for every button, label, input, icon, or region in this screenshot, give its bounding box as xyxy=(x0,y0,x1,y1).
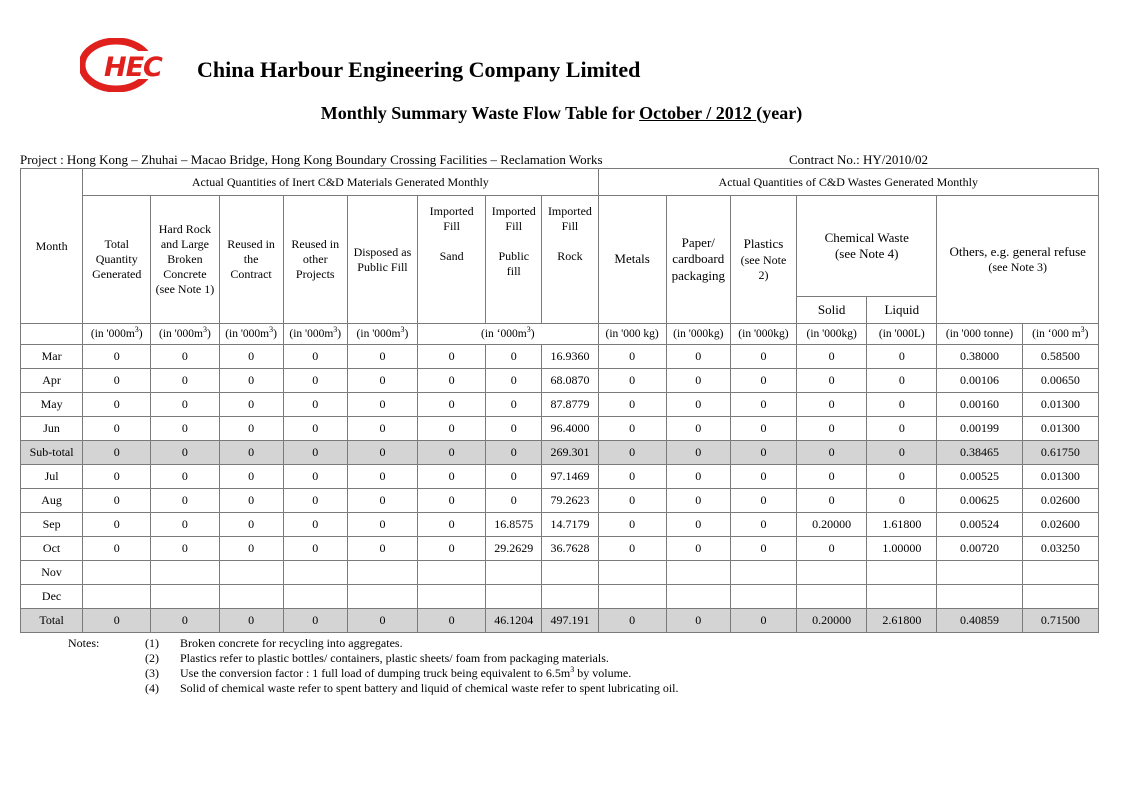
table-cell: 16.8575 xyxy=(486,513,542,537)
table-cell: 0 xyxy=(347,441,417,465)
table-cell: 0 xyxy=(598,513,666,537)
table-row xyxy=(21,345,1099,369)
unit-reused-contract: (in '$000m^3$) xyxy=(219,324,283,345)
table-cell: 0 xyxy=(867,441,937,465)
unit-total: (in '$000m^3$) xyxy=(83,324,151,345)
table-cell: 0 xyxy=(797,465,867,489)
unit-hard-rock: (in '$000m^3$) xyxy=(151,324,219,345)
table-cell: 0 xyxy=(219,489,283,513)
table-cell: 0 xyxy=(486,489,542,513)
table-cell: 0 xyxy=(666,465,730,489)
col-metals: Metals xyxy=(598,196,666,324)
table-cell: 0.20000 xyxy=(797,609,867,633)
row-month: May xyxy=(21,393,83,417)
table-cell: 0 xyxy=(666,369,730,393)
table-cell: 0 xyxy=(730,345,796,369)
col-imported-rock: Imported Fill Rock xyxy=(542,196,598,324)
row-month: Total xyxy=(21,609,83,633)
table-cell: 0 xyxy=(486,465,542,489)
table-cell xyxy=(347,561,417,585)
table-cell: 0 xyxy=(418,537,486,561)
table-cell: 0 xyxy=(797,345,867,369)
table-cell: 0 xyxy=(83,465,151,489)
company-name: China Harbour Engineering Company Limited xyxy=(197,57,641,82)
table-cell: 16.9360 xyxy=(542,345,598,369)
table-cell xyxy=(1022,585,1098,609)
table-cell xyxy=(797,561,867,585)
table-cell: 0 xyxy=(219,513,283,537)
table-cell: 0 xyxy=(283,345,347,369)
table-cell: 0 xyxy=(347,417,417,441)
note-text: Use the conversion factor : 1 full load of dumping truck being equivalent to $6.5m^3$ by volume. xyxy=(180,665,632,680)
unit-reused-other: (in '$000m^3$) xyxy=(283,324,347,345)
table-cell: 0 xyxy=(867,417,937,441)
table-cell: 0 xyxy=(598,417,666,441)
table-cell xyxy=(1022,561,1098,585)
title-period: October / 2012 xyxy=(639,103,757,123)
table-cell: 0 xyxy=(151,417,219,441)
table-cell: 97.1469 xyxy=(542,465,598,489)
table-cell: 0 xyxy=(666,441,730,465)
table-cell xyxy=(283,561,347,585)
table-row xyxy=(21,585,1099,609)
table-cell: 0.00650 xyxy=(1022,369,1098,393)
table-cell: 0 xyxy=(797,393,867,417)
table-cell: 0.00525 xyxy=(937,465,1022,489)
table-cell: 1.00000 xyxy=(867,537,937,561)
table-cell xyxy=(151,585,219,609)
table-cell: 0 xyxy=(283,417,347,441)
table-row xyxy=(21,489,1099,513)
table-cell: 0 xyxy=(666,609,730,633)
table-cell: 0 xyxy=(347,465,417,489)
table-cell: 0 xyxy=(347,609,417,633)
unit-m3: (in ‘000 $m^3$) xyxy=(1022,324,1098,345)
table-cell: 0 xyxy=(598,345,666,369)
table-cell: 0 xyxy=(219,369,283,393)
table-cell: 0.01300 xyxy=(1022,417,1098,441)
table-cell: 0 xyxy=(83,537,151,561)
table-cell: 0.00106 xyxy=(937,369,1022,393)
table-cell: 0 xyxy=(598,489,666,513)
table-cell xyxy=(867,585,937,609)
title-suffix: (year) xyxy=(756,103,803,123)
table-cell: 0 xyxy=(486,369,542,393)
table-cell: 0 xyxy=(730,441,796,465)
table-cell: 0 xyxy=(418,609,486,633)
table-cell: 0 xyxy=(283,513,347,537)
table-cell: 96.4000 xyxy=(542,417,598,441)
table-cell: 0.03250 xyxy=(1022,537,1098,561)
table-cell: 0.02600 xyxy=(1022,513,1098,537)
note-number: (3) xyxy=(145,666,159,680)
unit-month xyxy=(21,324,83,345)
table-cell: 0 xyxy=(83,393,151,417)
table-cell: 0 xyxy=(283,489,347,513)
table-cell: 0.01300 xyxy=(1022,465,1098,489)
table-cell: 0.00625 xyxy=(937,489,1022,513)
table-cell: 0 xyxy=(666,513,730,537)
row-month: Jun xyxy=(21,417,83,441)
table-cell: 0 xyxy=(151,609,219,633)
table-cell: 0 xyxy=(418,489,486,513)
col-imported-sand: Imported Fill Sand xyxy=(418,196,486,324)
header-row-groups xyxy=(21,169,1099,196)
unit-plastics: (in '000kg) xyxy=(730,324,796,345)
table-cell: 0 xyxy=(151,369,219,393)
table-cell: 0 xyxy=(797,417,867,441)
table-cell: 1.61800 xyxy=(867,513,937,537)
table-cell: 0 xyxy=(151,537,219,561)
table-cell: 87.8779 xyxy=(542,393,598,417)
row-month: Nov xyxy=(21,561,83,585)
col-imported-public: Imported Fill Public fill xyxy=(486,196,542,324)
table-cell: 0.00720 xyxy=(937,537,1022,561)
table-cell: 0 xyxy=(666,393,730,417)
table-cell: 0 xyxy=(347,345,417,369)
table-cell xyxy=(937,585,1022,609)
table-cell: 0 xyxy=(219,345,283,369)
page-title xyxy=(0,103,1123,124)
table-cell: 0 xyxy=(867,369,937,393)
table-cell: 0 xyxy=(418,345,486,369)
table-cell: 0 xyxy=(598,369,666,393)
table-cell: 0 xyxy=(666,345,730,369)
table-cell: 0 xyxy=(83,345,151,369)
table-cell: 68.0870 xyxy=(542,369,598,393)
table-cell xyxy=(347,585,417,609)
table-cell: 0 xyxy=(219,393,283,417)
table-cell: 0 xyxy=(598,393,666,417)
table-cell xyxy=(937,561,1022,585)
table-cell: 0.02600 xyxy=(1022,489,1098,513)
table-cell: 0.58500 xyxy=(1022,345,1098,369)
table-row xyxy=(21,561,1099,585)
table-cell: 269.301 xyxy=(542,441,598,465)
note-number: (1) xyxy=(145,636,159,650)
table-cell: 0 xyxy=(83,369,151,393)
table-row xyxy=(21,369,1099,393)
table-cell: 0 xyxy=(666,489,730,513)
col-disposed: Disposed as Public Fill xyxy=(347,196,417,324)
contract-number: Contract No.: HY/2010/02 xyxy=(789,152,929,167)
row-month: Sub-total xyxy=(21,441,83,465)
table-cell: 0.00524 xyxy=(937,513,1022,537)
table-cell xyxy=(219,561,283,585)
table-cell: 0 xyxy=(151,489,219,513)
table-cell: 0 xyxy=(219,441,283,465)
table-row xyxy=(21,417,1099,441)
table-cell: 0 xyxy=(797,441,867,465)
table-cell xyxy=(83,561,151,585)
table-cell: 0 xyxy=(151,345,219,369)
table-cell: 46.1204 xyxy=(486,609,542,633)
table-cell: 36.7628 xyxy=(542,537,598,561)
note-text: Solid of chemical waste refer to spent battery and liquid of chemical waste refer to spent lubricating oil. xyxy=(180,681,679,695)
col-paper: Paper/ cardboard packaging xyxy=(666,196,730,324)
table-cell: 0 xyxy=(666,537,730,561)
unit-disposed: (in '$000m^3$) xyxy=(347,324,417,345)
col-total: Total Quantity Generated xyxy=(83,196,151,324)
col-liquid: Liquid xyxy=(867,297,937,324)
table-row xyxy=(21,609,1099,633)
table-cell: 0 xyxy=(867,489,937,513)
table-cell xyxy=(418,561,486,585)
table-cell: 0 xyxy=(283,393,347,417)
col-hard-rock: Hard Rock and Large Broken Concrete (see Note 1) xyxy=(151,196,219,324)
table-cell: 0 xyxy=(598,441,666,465)
notes-label: Notes: xyxy=(68,636,100,650)
table-cell: 0 xyxy=(418,369,486,393)
table-cell: 0 xyxy=(283,609,347,633)
table-cell: 0 xyxy=(418,441,486,465)
unit-tonne: (in '000 tonne) xyxy=(937,324,1022,345)
hec-logo xyxy=(80,38,188,92)
table-cell xyxy=(666,561,730,585)
table-cell: 0 xyxy=(219,537,283,561)
unit-metals: (in '000 kg) xyxy=(598,324,666,345)
table-cell: 0 xyxy=(486,393,542,417)
table-cell xyxy=(418,585,486,609)
table-cell: 0 xyxy=(151,465,219,489)
table-cell: 0 xyxy=(418,417,486,441)
group-waste: Actual Quantities of C&D Wastes Generated Monthly xyxy=(598,169,1098,196)
project-name: Project : Hong Kong – Zhuhai – Macao Bridge, Hong Kong Boundary Crossing Facilities – Reclamation Works xyxy=(20,152,603,167)
table-cell xyxy=(542,585,598,609)
unit-liquid: (in '000L) xyxy=(867,324,937,345)
col-plastics: Plastics (see Note 2) xyxy=(730,196,796,324)
table-cell: 0 xyxy=(867,345,937,369)
table-cell: 497.191 xyxy=(542,609,598,633)
group-inert: Actual Quantities of Inert C&D Materials Generated Monthly xyxy=(83,169,598,196)
table-row xyxy=(21,465,1099,489)
note-number: (4) xyxy=(145,681,159,695)
table-cell: 0 xyxy=(730,513,796,537)
table-row xyxy=(21,513,1099,537)
note-text: Broken concrete for recycling into aggregates. xyxy=(180,636,403,650)
table-row xyxy=(21,441,1099,465)
table-cell: 0 xyxy=(598,609,666,633)
table-cell: 0 xyxy=(151,393,219,417)
table-cell: 0 xyxy=(418,513,486,537)
table-cell: 0.01300 xyxy=(1022,393,1098,417)
table-cell: 0 xyxy=(83,489,151,513)
table-cell: 0 xyxy=(730,465,796,489)
table-cell xyxy=(867,561,937,585)
table-cell: 0 xyxy=(730,537,796,561)
col-chemical: Chemical Waste (see Note 4) xyxy=(797,196,937,297)
table-cell: 0 xyxy=(83,513,151,537)
waste-flow-table xyxy=(20,168,1099,633)
table-cell: 0 xyxy=(347,393,417,417)
logo-text: HEC xyxy=(104,52,162,83)
unit-paper: (in '000kg) xyxy=(666,324,730,345)
table-cell xyxy=(730,561,796,585)
note-text: Plastics refer to plastic bottles/ containers, plastic sheets/ foam from packaging materials. xyxy=(180,651,609,665)
table-cell: 0 xyxy=(486,345,542,369)
title-prefix: Monthly Summary Waste Flow Table for xyxy=(320,103,640,123)
table-cell: 0 xyxy=(730,489,796,513)
table-cell: 0 xyxy=(598,537,666,561)
table-cell: 2.61800 xyxy=(867,609,937,633)
table-cell: 0 xyxy=(730,417,796,441)
table-cell: 0.40859 xyxy=(937,609,1022,633)
row-month: Aug xyxy=(21,489,83,513)
table-cell: 0.38465 xyxy=(937,441,1022,465)
table-cell: 0 xyxy=(219,465,283,489)
note-number: (2) xyxy=(145,651,159,665)
table-cell: 0 xyxy=(347,537,417,561)
table-row xyxy=(21,393,1099,417)
table-cell xyxy=(730,585,796,609)
table-cell: 0.61750 xyxy=(1022,441,1098,465)
table-cell: 0 xyxy=(867,393,937,417)
table-cell: 0 xyxy=(486,417,542,441)
table-cell: 0 xyxy=(797,489,867,513)
table-cell xyxy=(486,561,542,585)
table-cell: 0 xyxy=(730,369,796,393)
table-cell: 0 xyxy=(83,417,151,441)
table-cell: 29.2629 xyxy=(486,537,542,561)
table-cell: 0 xyxy=(797,369,867,393)
table-cell xyxy=(83,585,151,609)
table-cell xyxy=(283,585,347,609)
unit-solid: (in '000kg) xyxy=(797,324,867,345)
table-cell: 0 xyxy=(730,393,796,417)
table-cell xyxy=(542,561,598,585)
table-cell: 0 xyxy=(797,537,867,561)
col-reused-other: Reused in other Projects xyxy=(283,196,347,324)
col-reused-contract: Reused in the Contract xyxy=(219,196,283,324)
col-solid: Solid xyxy=(797,297,867,324)
table-cell: 0 xyxy=(486,441,542,465)
table-cell: 0.20000 xyxy=(797,513,867,537)
table-cell: 0.00160 xyxy=(937,393,1022,417)
table-cell: 0 xyxy=(347,489,417,513)
table-cell: 0 xyxy=(151,513,219,537)
row-month: Sep xyxy=(21,513,83,537)
table-cell xyxy=(598,561,666,585)
table-cell: 0 xyxy=(219,417,283,441)
header-row-columns xyxy=(21,196,1099,297)
table-cell: 0 xyxy=(347,513,417,537)
table-cell: 0 xyxy=(283,465,347,489)
table-cell: 0.00199 xyxy=(937,417,1022,441)
table-cell: 0 xyxy=(730,609,796,633)
table-cell: 0 xyxy=(347,369,417,393)
row-month: Oct xyxy=(21,537,83,561)
table-cell xyxy=(219,585,283,609)
table-cell: 0 xyxy=(283,369,347,393)
table-cell: 0.71500 xyxy=(1022,609,1098,633)
table-cell xyxy=(486,585,542,609)
table-cell: 0 xyxy=(598,465,666,489)
table-cell: 14.7179 xyxy=(542,513,598,537)
table-cell: 0 xyxy=(151,441,219,465)
table-cell xyxy=(151,561,219,585)
table-cell: 0 xyxy=(867,465,937,489)
unit-imported: (in ‘$000m^3$) xyxy=(418,324,599,345)
col-others: Others, e.g. general refuse (see Note 3) xyxy=(937,196,1099,324)
table-cell: 0 xyxy=(83,609,151,633)
table-cell xyxy=(666,585,730,609)
table-cell: 0 xyxy=(418,393,486,417)
table-cell: 0 xyxy=(666,417,730,441)
table-cell: 0.38000 xyxy=(937,345,1022,369)
table-row xyxy=(21,537,1099,561)
row-month: Dec xyxy=(21,585,83,609)
table-cell: 0 xyxy=(283,537,347,561)
table-cell: 0 xyxy=(283,441,347,465)
row-month: Mar xyxy=(21,345,83,369)
table-cell: 0 xyxy=(219,609,283,633)
col-month: Month xyxy=(21,169,83,324)
table-cell xyxy=(598,585,666,609)
data-rows xyxy=(21,345,1099,633)
row-month: Apr xyxy=(21,369,83,393)
table-cell: 0 xyxy=(418,465,486,489)
units-row xyxy=(21,324,1099,345)
table-cell xyxy=(797,585,867,609)
table-cell: 79.2623 xyxy=(542,489,598,513)
table-cell: 0 xyxy=(83,441,151,465)
row-month: Jul xyxy=(21,465,83,489)
